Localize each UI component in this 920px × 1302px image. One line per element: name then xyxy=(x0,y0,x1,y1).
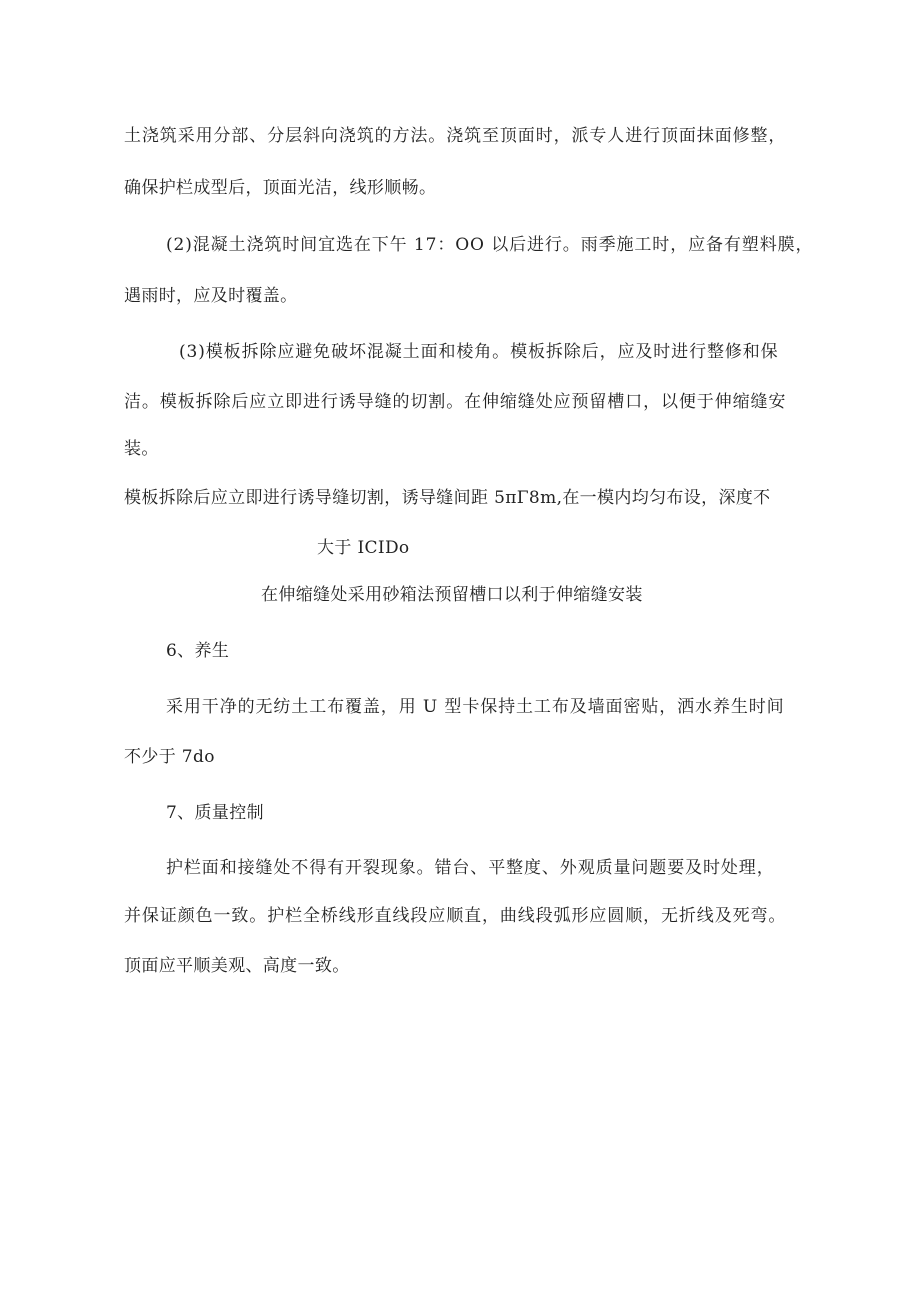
section-7-heading: 7、质量控制 xyxy=(166,803,264,823)
section-6-line2: 不少于 7do xyxy=(124,747,215,767)
p3-line1: (3)模板拆除应避免破坏混凝土面和棱角。模板拆除后，应及时进行整修和保 xyxy=(179,342,779,362)
p1-line2: 确保护栏成型后，顶面光洁，线形顺畅。 xyxy=(124,178,437,198)
p3-line2: 洁。模板拆除后应立即进行诱导缝的切割。在伸缩缝处应预留槽口，以便于伸缩缝安 xyxy=(124,392,787,412)
p5-line1: 在伸缩缝处采用砂箱法预留槽口以利于伸缩缝安装 xyxy=(261,585,643,605)
p2-line1: (2)混凝土浇筑时间宜选在下午 17：OO 以后进行。雨季施工时，应备有塑料膜， xyxy=(166,235,814,255)
p4-line1: 模板拆除后应立即进行诱导缝切割，诱导缝间距 5πΓ8m,在一模内均匀布设，深度不 xyxy=(124,488,771,508)
section-7-line1: 护栏面和接缝处不得有开裂现象。错台、平整度、外观质量问题要及时处理， xyxy=(166,858,775,878)
section-7-line3: 顶面应平顺美观、高度一致。 xyxy=(124,956,350,976)
p1-line1: 土浇筑采用分部、分层斜向浇筑的方法。浇筑至顶面时，派专人进行顶面抹面修整， xyxy=(124,126,787,146)
p2-line2: 遇雨时，应及时覆盖。 xyxy=(124,286,298,306)
section-6-line1: 采用干净的无纺土工布覆盖，用 U 型卡保持土工布及墙面密贴，洒水养生时间 xyxy=(166,697,785,717)
section-7-line2: 并保证颜色一致。护栏全桥线形直线段应顺直，曲线段弧形应圆顺，无折线及死弯。 xyxy=(124,906,787,926)
section-6-heading: 6、养生 xyxy=(166,641,230,661)
p3-line3: 装。 xyxy=(124,439,159,459)
p4-line2: 大于 ICIDo xyxy=(317,538,410,558)
